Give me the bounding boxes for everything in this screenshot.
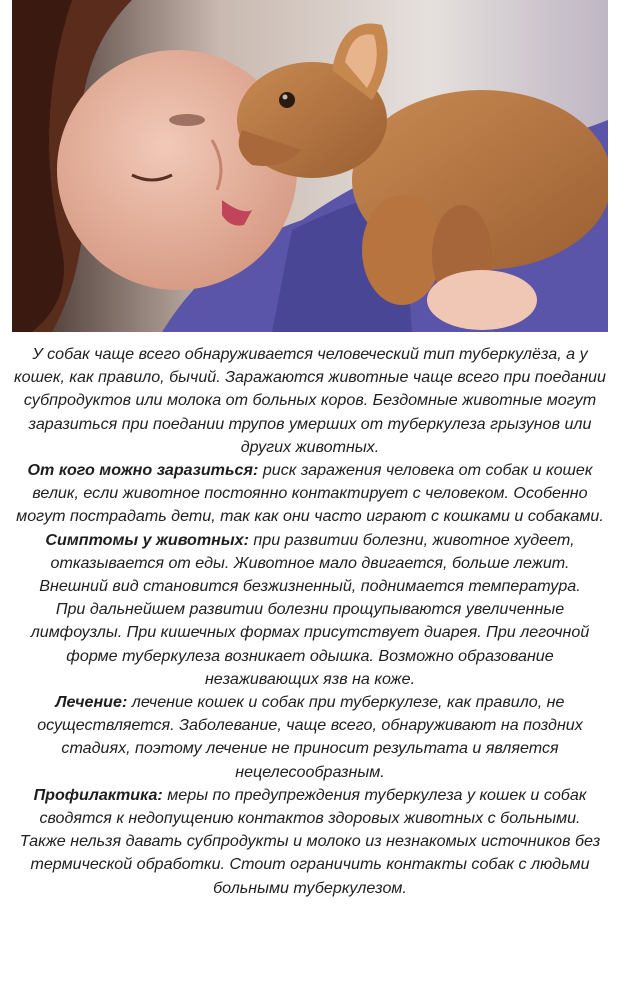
prevention-label: Профилактика: bbox=[33, 785, 163, 804]
treatment-text: лечение кошек и собак при туберкулезе, как правило, не осуществляется. Заболевание, чаще всего, обнаруживают на поздних стадиях, поэтому лечение не приносит результата и является нецелесообразным. bbox=[37, 693, 583, 781]
prevention-text: меры по предупреждения туберкулеза у кошек и собак сводятся к недопущению контактов здоровых животных с больными. bbox=[39, 785, 587, 828]
paragraph-progression: При дальнейшем развитии болезни прощупываются увеличенные лимфоузлы. При кишечных формах присутствует диарея. При легочной форме туберкулеза возникает одышка. Возможно образование незаживающих язв на коже. bbox=[30, 600, 590, 688]
transmission-label: От кого можно заразиться: bbox=[27, 461, 259, 480]
article-text bbox=[14, 343, 606, 900]
treatment-label: Лечение: bbox=[55, 693, 128, 712]
paragraph-intro: У собак чаще всего обнаруживается человеческий тип туберкулёза, а у кошек, как правило, бычий. Заражаются животные чаще всего при поедании субпродуктов или молока от больных коров. Бездомные животные могут заразиться при поедании трупов умерших от туберкулеза грызунов или других животных. bbox=[14, 345, 606, 456]
symptoms-text: при развитии болезни, животное худеет, отказывается от еды. Животное мало двигается, больше лежит. Внешний вид становится безжизненный, поднимается температура. bbox=[39, 530, 581, 596]
paragraph-symptoms bbox=[14, 529, 606, 599]
paragraph-advice: Также нельзя давать субпродукты и молоко из незнакомых источников без термической обработки. Стоит ограничить контакты собак с людьми больными туберкулезом. bbox=[19, 832, 601, 897]
paragraph-prevention bbox=[14, 784, 606, 830]
paragraph-treatment bbox=[14, 691, 606, 784]
paragraph-transmission bbox=[14, 459, 606, 529]
symptoms-label: Симптомы у животных: bbox=[45, 530, 249, 549]
transmission-text: риск заражения человека от собак и кошек велик, если животное постоянно контактирует с человеком. Особенно могут пострадать дети, так как они часто играют с кошками и собаками. bbox=[16, 461, 604, 526]
woman-kissing-dog-photo bbox=[12, 0, 608, 332]
